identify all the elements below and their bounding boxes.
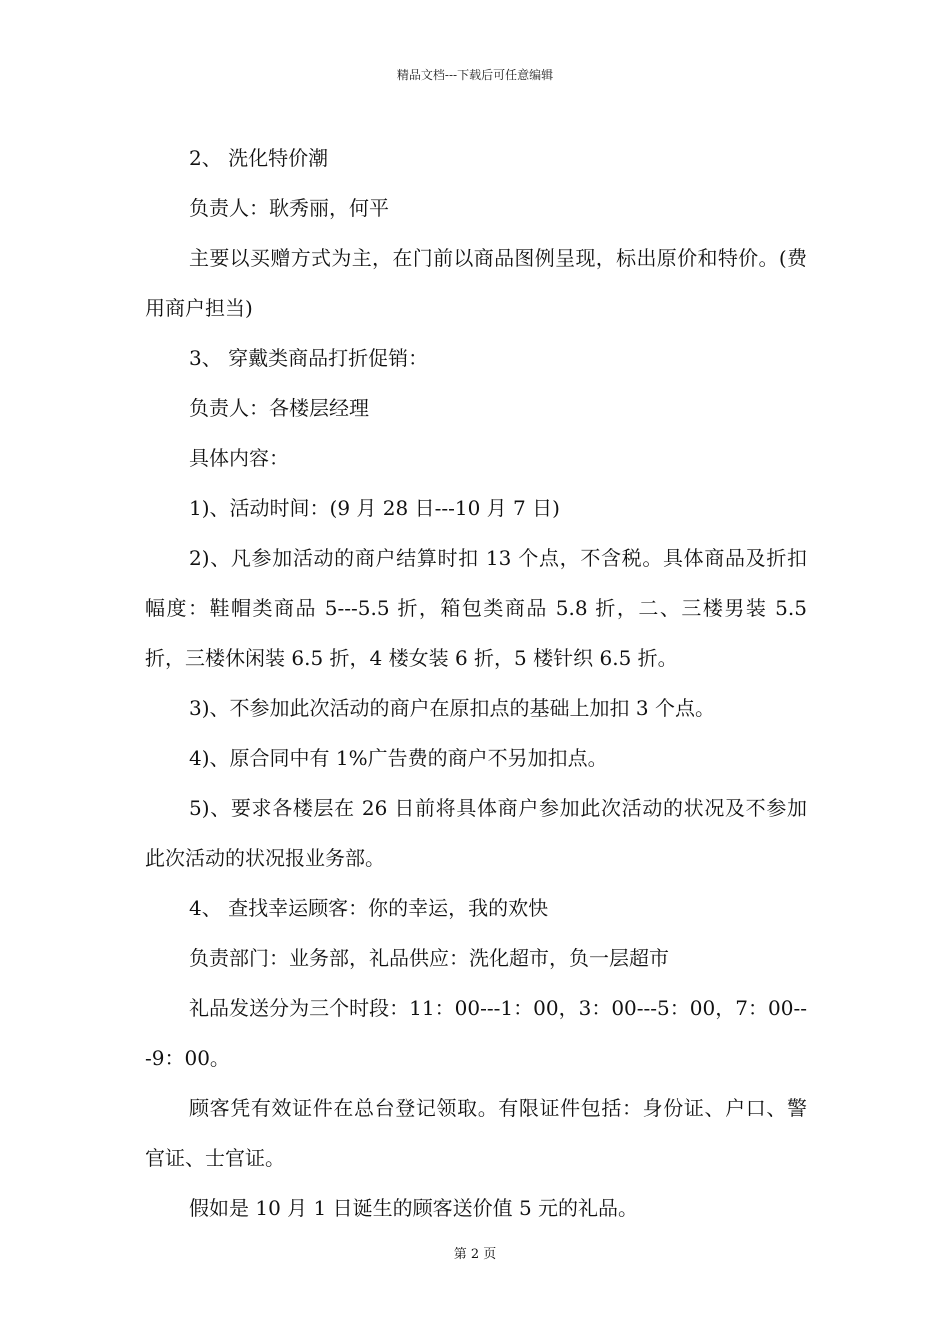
paragraph-item-1: 1)、活动时间：(9 月 28 日---10 月 7 日) [189, 496, 560, 520]
paragraph-section-3-title: 3、 穿戴类商品打折促销： [189, 346, 429, 370]
paragraph-section-3-owner: 负责人：各楼层经理 [189, 396, 369, 420]
document-body [145, 133, 807, 1233]
paragraph-section-4-department: 负责部门：业务部，礼品供应：洗化超市，负一层超市 [189, 946, 669, 970]
paragraph-section-2-owner: 负责人：耿秀丽，何平 [189, 196, 389, 220]
paragraph-item-2: 2)、凡参加活动的商户结算时扣 13 个点，不含税。具体商品及折扣幅度：鞋帽类商品 5---5.5 折，箱包类商品 5.8 折，二、三楼男装 5.5 折，三楼休闲装 6.5 折，4 楼女装 6 折，5 楼针织 6.5 折。 [145, 546, 807, 670]
paragraph-section-2-description: 主要以买赠方式为主，在门前以商品图例呈现，标出原价和特价。(费用商户担当) [145, 246, 807, 320]
page-header: 精品文档---下载后可任意编辑 [396, 68, 554, 82]
paragraph-item-5: 5)、要求各楼层在 26 日前将具体商户参加此次活动的状况及不参加此次活动的状况报业务部。 [145, 796, 807, 870]
paragraph-item-4: 4)、原合同中有 1%广告费的商户不另加扣点。 [189, 746, 608, 770]
paragraph-section-4-time-slots: 礼品发送分为三个时段：11：00---1：00，3：00---5：00，7：00---9：00。 [145, 996, 807, 1070]
paragraph-section-4-id-requirements: 顾客凭有效证件在总台登记领取。有限证件包括：身份证、户口、警官证、士官证。 [145, 1096, 807, 1170]
paragraph-section-3-details-heading: 具体内容： [189, 446, 289, 470]
page-number: 第 2 页 [453, 1247, 497, 1262]
paragraph-section-2-title: 2、 洗化特价潮 [189, 146, 329, 170]
paragraph-section-4-title: 4、 查找幸运顾客：你的幸运，我的欢快 [189, 896, 549, 920]
paragraph-item-3: 3)、不参加此次活动的商户在原扣点的基础上加扣 3 个点。 [189, 696, 715, 720]
paragraph-section-4-birthday-gift: 假如是 10 月 1 日诞生的顾客送价值 5 元的礼品。 [189, 1196, 639, 1220]
